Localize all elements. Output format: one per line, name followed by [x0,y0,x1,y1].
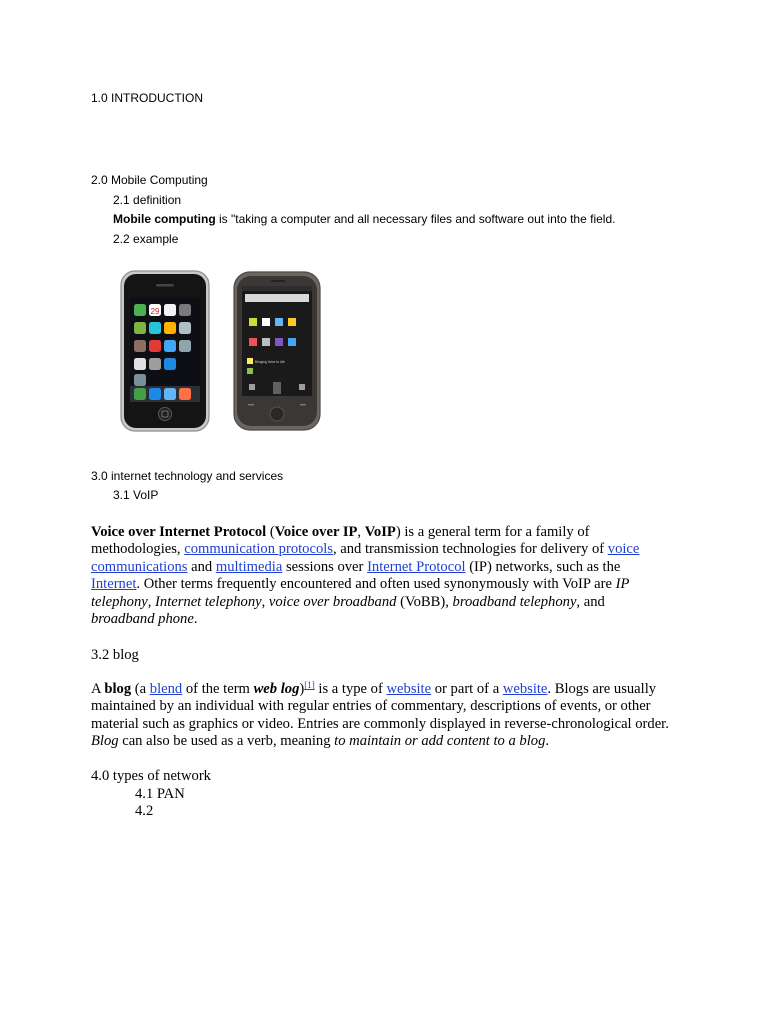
voip-term-acronym: VoIP [364,524,396,540]
reference-link-1[interactable]: [1] [304,680,315,690]
blog-paragraph: A blog (a blend of the term web log)[1] is a type of website or part of a website. Blogs are usually maintained by an individual with regular entries of commentary, descriptions of events, or other material such as graphics or video. Entries are commonly displayed in reverse-chronological order. Blog can also be used as a verb, meaning to maintain or add content to a blog. [91,680,669,750]
link-voice-communications[interactable]: voice communications [91,541,640,575]
link-internet-protocol[interactable]: Internet Protocol [367,558,466,575]
heading-voip: 3.1 VoIP [113,488,159,502]
voip-term-short: Voice over IP [274,524,358,540]
heading-mobile-computing: 2.0 Mobile Computing [91,173,208,187]
link-multimedia[interactable]: multimedia [215,558,283,575]
heading-definition: 2.1 definition [113,193,182,207]
iphone-calendar-date: 29 [150,307,160,316]
link-blend[interactable]: blend [149,681,183,697]
heading-internet-technology: 3.0 internet technology and services [91,469,284,483]
link-website-2[interactable]: website [502,681,548,697]
mobile-phones-image [118,268,330,436]
definition-term: Mobile computing [113,212,216,226]
web-log-term: web log [253,681,300,697]
heading-4-2: 4.2 [135,803,154,819]
blog-term: blog [104,681,132,697]
link-communication-protocols[interactable]: communication protocols [184,541,333,558]
link-website[interactable]: website [386,681,432,697]
nexus-widget-caption: Bringing Voice to Life [255,360,285,364]
link-internet[interactable]: Internet [91,576,137,593]
iphone-illustration [121,271,209,431]
voip-paragraph: Voice over Internet Protocol (Voice over IP, VoIP) is a general term for a family of methodologies, communication protocols, and transmission technologies for delivery of voice communications and multimedia sessions over Internet Protocol (IP) networks, such as the Internet. Other terms frequently encountered and often used synonymously with VoIP are IP telephony, Internet telephony, voice over broadband (VoBB), broadband telephony, and broadband phone. [91,524,640,628]
heading-blog: 3.2 blog [91,647,139,663]
heading-types-of-network: 4.0 types of network [91,768,211,784]
heading-example: 2.2 example [113,232,179,246]
voip-term-full: Voice over Internet Protocol [91,524,267,540]
heading-introduction: 1.0 INTRODUCTION [91,91,204,105]
definition-body: is "taking a computer and all necessary files and software out into the field. [215,212,616,226]
definition-text [113,210,615,230]
heading-pan: 4.1 PAN [135,786,185,802]
nexus-phone-illustration [234,272,320,430]
